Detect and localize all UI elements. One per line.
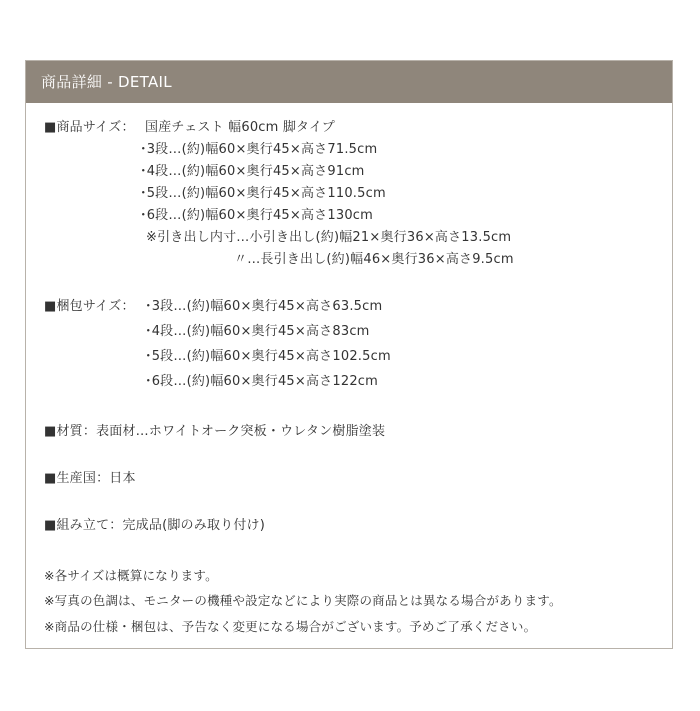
product-size-label: ■商品サイズ：: [44, 120, 135, 135]
material-line: ■材質：表面材…ホワイトオーク突板・ウレタン樹脂塗装: [44, 424, 386, 439]
note-item: ※写真の色調は、モニターの機種や設定などにより実際の商品とは異なる場合があります。: [44, 593, 562, 608]
assembly-line: ■組み立て：完成品(脚のみ取り付け): [44, 518, 266, 533]
note-item: ※各サイズは概算になります。: [44, 568, 218, 583]
package-size-row-4: ･4段…(約)幅60×奥行45×高さ83cm: [145, 324, 370, 339]
drawer-small-dims: ※引き出し内寸…小引き出し(約)幅21×奥行36×高さ13.5cm: [146, 230, 512, 245]
origin-line: ■生産国：日本: [44, 471, 136, 486]
drawer-large-dims: 〃…長引き出し(約)幅46×奥行36×高さ9.5cm: [234, 252, 514, 267]
product-size-row-6: ･6段…(約)幅60×奥行45×高さ130cm: [140, 208, 374, 223]
package-size-row-3: ･3段…(約)幅60×奥行45×高さ63.5cm: [145, 299, 383, 314]
detail-header: 商品詳細 - DETAIL: [26, 61, 672, 103]
package-size-label: ■梱包サイズ：: [44, 299, 135, 314]
product-size-main: 国産チェスト 幅60cm 脚タイプ: [145, 120, 335, 135]
product-size-row-5: ･5段…(約)幅60×奥行45×高さ110.5cm: [140, 186, 386, 201]
package-size-row-5: ･5段…(約)幅60×奥行45×高さ102.5cm: [145, 349, 391, 364]
product-size-row-3: ･3段…(約)幅60×奥行45×高さ71.5cm: [140, 142, 378, 157]
product-size-row-4: ･4段…(約)幅60×奥行45×高さ91cm: [140, 164, 365, 179]
package-size-row-6: ･6段…(約)幅60×奥行45×高さ122cm: [145, 374, 379, 389]
note-item: ※商品の仕様・梱包は、予告なく変更になる場合がございます。予めご了承ください。: [44, 619, 537, 634]
